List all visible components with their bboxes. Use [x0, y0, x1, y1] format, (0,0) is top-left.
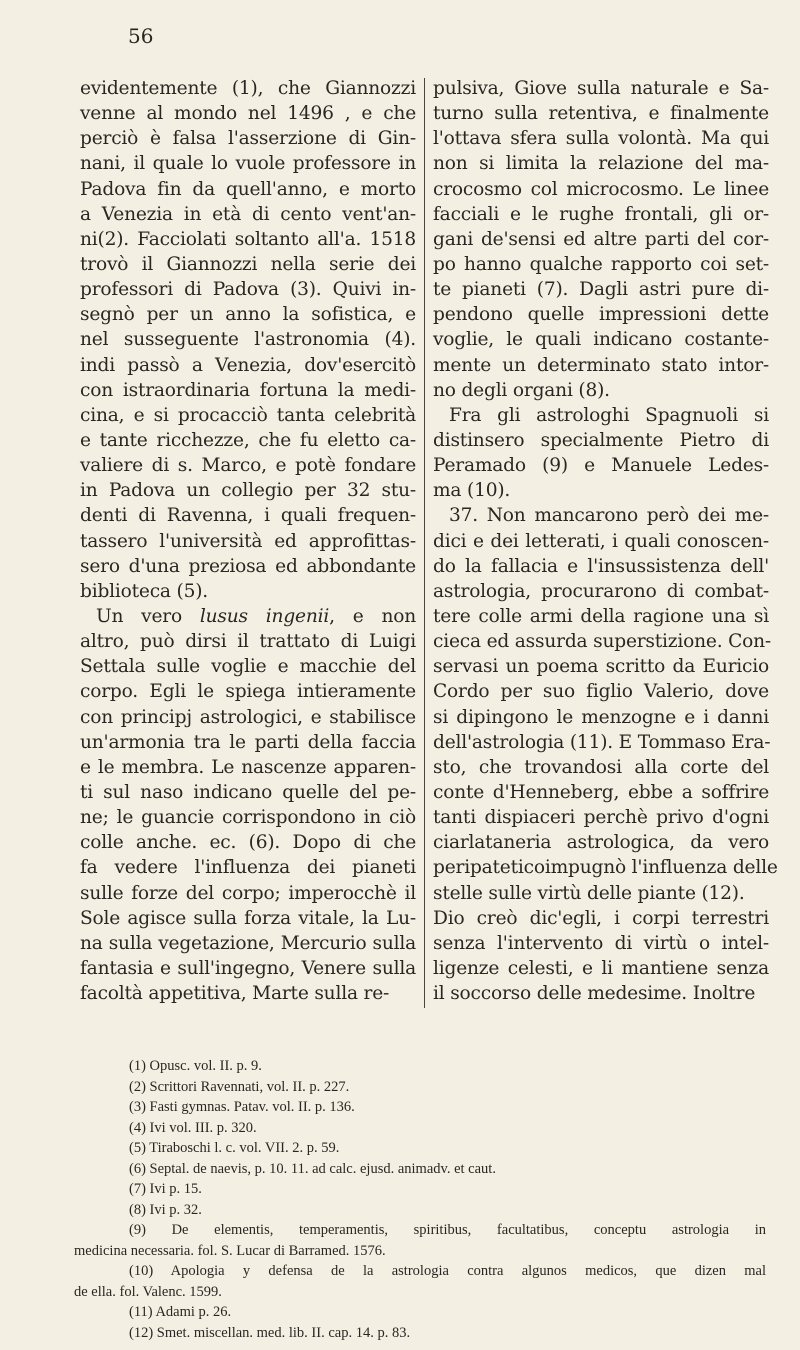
text-line: sulle forze del corpo; imperocchè il: [80, 882, 416, 904]
footnote: (4) Ivi vol. III. p. 320.: [129, 1119, 257, 1136]
text-line: ciarlataneria astrologica, da vero: [433, 832, 769, 854]
text-span: Un vero: [96, 605, 200, 627]
text-line: senza l'intervento di virtù o intel-: [433, 932, 769, 954]
text-line: non si limita la relazione del ma-: [433, 153, 769, 175]
text-line: fa vedere l'influenza dei pianeti: [80, 857, 416, 879]
footnote: (5) Tiraboschi l. c. vol. VII. 2. p. 59.: [129, 1140, 340, 1156]
text-line: Cordo per suo figlio Valerio, dove: [433, 681, 769, 703]
text-line: Dio creò dic'egli, i corpi terrestri: [433, 907, 769, 929]
text-line: tere colle armi della ragione una sì: [433, 605, 769, 627]
text-line: ligenze celesti, e li mantiene senza: [433, 957, 769, 979]
text-line: astrologia, procurarono di combat-: [433, 580, 769, 602]
text-line: crocosmo col microcosmo. Le linee: [433, 178, 769, 200]
footnote: (3) Fasti gymnas. Patav. vol. II. p. 136.: [129, 1099, 355, 1115]
text-line: evidentemente (1), che Giannozzi: [80, 78, 416, 99]
text-line: tanti dispiaceri perchè privo d'ogni: [433, 807, 769, 829]
footnote: de ella. fol. Valenc. 1599.: [74, 1283, 222, 1300]
text-line: turno sulla retentiva, e finalmente: [433, 103, 769, 125]
text-line: do la fallacia e l'insussistenza dell': [433, 555, 769, 577]
text-line: sto, che trovandosi alla corte del: [433, 756, 769, 778]
right-column: [433, 76, 778, 1006]
text-line: no degli organi (8).: [433, 379, 610, 401]
text-line: po hanno qualche rapporto coi set-: [433, 253, 769, 275]
text-line: valiere di s. Marco, e potè fondare: [80, 455, 416, 477]
text-line: il soccorso delle medesime. Inoltre: [433, 983, 756, 1005]
text-line: ma (10).: [433, 480, 511, 502]
text-line: pendono quelle impressioni dette: [433, 304, 769, 326]
text-line: segnò per un anno la sofistica, e: [80, 304, 416, 326]
text-line: na sulla vegetazione, Mercurio sulla: [80, 932, 416, 954]
text-line: un'armonia tra le parti della faccia: [80, 731, 416, 753]
text-line: l'ottava sfera sulla volontà. Ma qui: [433, 128, 769, 150]
italic-phrase: lusus ingenii: [199, 605, 330, 627]
footnote: (10) Apologia y defensa de la astrologia contra algunos medicos, que dizen mal: [129, 1263, 766, 1279]
footnote: (12) Smet. miscellan. med. lib. II. cap. 14. p. 83.: [129, 1324, 411, 1341]
text-line: mente un determinato stato intor-: [433, 354, 769, 376]
text-line: voglie, le quali indicano costante-: [433, 329, 769, 351]
text-line: sero d'una preziosa ed abbondante: [80, 555, 416, 577]
text-line: si dipingono le menzogne e i danni: [433, 706, 769, 728]
text-line: Settala sulle voglie e macchie del: [80, 656, 416, 678]
text-line: Padova fin da quell'anno, e morto: [80, 178, 416, 200]
text-line: con istraordinaria fortuna la medi-: [80, 379, 416, 401]
text-line: ti sul naso indicano quelle del pe-: [80, 781, 416, 803]
left-column: [80, 76, 416, 1006]
text-line: denti di Ravenna, i quali frequen-: [80, 505, 416, 527]
text-line: altro, può dirsi il trattato di Luigi: [80, 631, 416, 653]
text-line: in Padova un collegio per 32 stu-: [80, 480, 416, 502]
text-line: ne; le guancie corrispondono in ciò: [80, 807, 416, 829]
text-line: Fra gli astrologhi Spagnuoli si: [449, 404, 769, 426]
text-line: venne al mondo nel 1496 , e che: [80, 103, 416, 125]
text-line: indi passò a Venezia, dov'esercitò: [80, 354, 416, 376]
text-line: stelle sulle virtù delle piante (12).: [433, 882, 745, 904]
text-line: cieca ed assurda superstizione. Con-: [433, 631, 772, 653]
text-line: tassero l'università ed approfittas-: [80, 530, 416, 552]
text-line: te pianeti (7). Dagli astri pure di-: [433, 279, 769, 301]
footnote: (6) Septal. de naevis, p. 10. 11. ad calc. ejusd. animadv. et caut.: [129, 1160, 496, 1177]
text-line: peripateticoimpugnò l'influenza delle: [433, 857, 778, 879]
text-line: ni(2). Facciolati soltanto all'a. 1518: [80, 228, 416, 250]
text-line: conte d'Henneberg, ebbe a soffrire: [433, 781, 769, 803]
text-line: e le membra. Le nascenze apparen-: [80, 756, 416, 778]
footnote: (1) Opusc. vol. II. p. 9.: [129, 1058, 262, 1074]
text-line: biblioteca (5).: [80, 580, 208, 602]
footnote: medicina necessaria. fol. S. Lucar di Barramed. 1576.: [74, 1242, 386, 1259]
text-line: colle anche. ec. (6). Dopo di che: [80, 832, 416, 854]
text-line: e tante ricchezze, che fu eletto ca-: [80, 429, 416, 451]
page-number: 56: [128, 24, 154, 48]
text-line: Peramado (9) e Manuele Ledes-: [433, 455, 769, 477]
text-line: facciali e le rughe frontali, gli or-: [433, 203, 769, 225]
text-line: 37. Non mancarono però dei me-: [449, 505, 769, 527]
text-line: fantasia e sull'ingegno, Venere sulla: [80, 957, 416, 979]
text-line: Sole agisce sulla forza vitale, la Lu-: [80, 907, 416, 929]
footnotes: [74, 1056, 766, 1343]
footnote: (9) De elementis, temperamentis, spiritibus, facultatibus, conceptu astrologia in: [129, 1222, 766, 1238]
text-line: perciò è falsa l'asserzione di Gin-: [80, 128, 416, 150]
text-line: corpo. Egli le spiega intieramente: [80, 681, 416, 703]
text-line: distinsero specialmente Pietro di: [433, 429, 769, 451]
text-line: [80, 604, 416, 629]
text-line: servasi un poema scritto da Euricio: [433, 656, 769, 678]
footnote: (2) Scrittori Ravennati, vol. II. p. 227.: [129, 1078, 350, 1095]
text-line: trovò il Giannozzi nella serie dei: [80, 253, 416, 275]
text-line: a Venezia in età di cento vent'an-: [80, 203, 416, 225]
text-line: professori di Padova (3). Quivi in-: [80, 279, 416, 301]
text-span: , e non: [329, 605, 416, 627]
text-line: nel susseguente l'astronomia (4).: [80, 329, 416, 351]
text-line: con principj astrologici, e stabilisce: [80, 706, 416, 728]
text-line: dell'astrologia (11). E Tommaso Era-: [433, 731, 771, 753]
column-divider: [424, 78, 425, 1008]
text-line: gani de'sensi ed altre parti del cor-: [433, 228, 769, 250]
footnote: (8) Ivi p. 32.: [129, 1201, 202, 1218]
text-line: facoltà appetitiva, Marte sulla re-: [80, 983, 390, 1005]
text-line: dici e dei letterati, i quali conoscen-: [433, 530, 769, 552]
text-line: nani, il quale lo vuole professore in: [80, 153, 416, 175]
footnote: (7) Ivi p. 15.: [129, 1181, 202, 1197]
text-line: cina, e si procacciò tanta celebrità: [80, 404, 416, 426]
footnote: (11) Adami p. 26.: [129, 1304, 232, 1320]
text-line: pulsiva, Giove sulla naturale e Sa-: [433, 78, 769, 99]
